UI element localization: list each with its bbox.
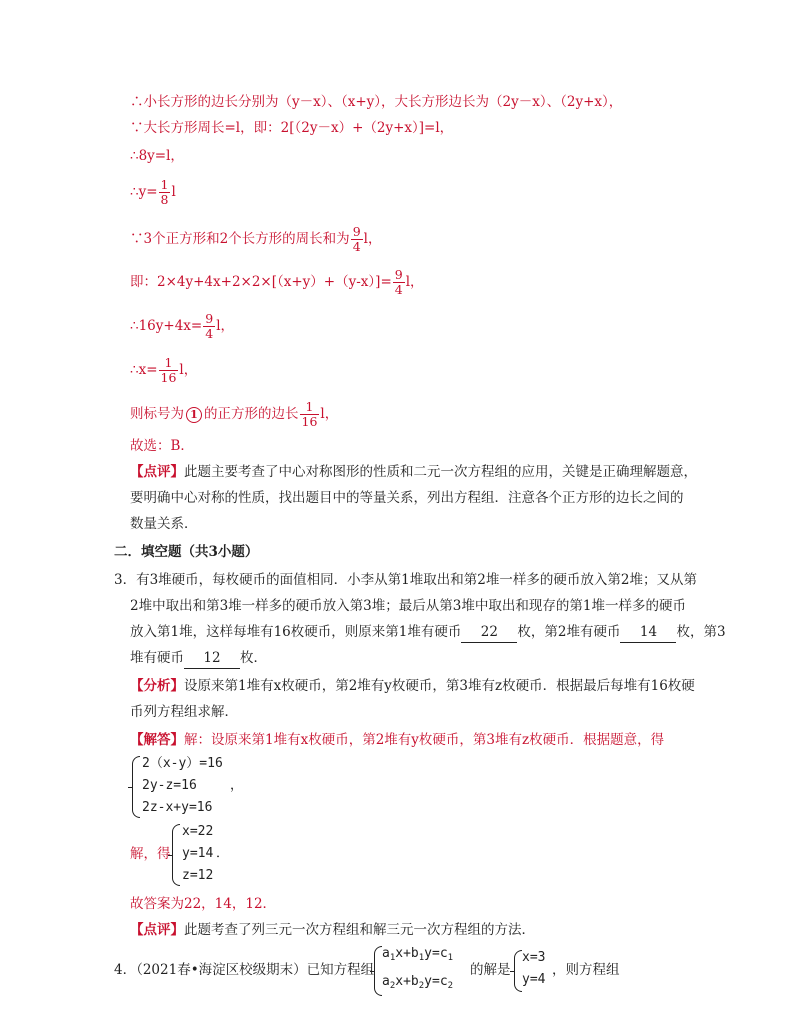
q3-line-1: 3．有3堆硬币，每枚硬币的面值相同．小李从第1堆取出和第2堆一样多的硬币放入第2堆；又从第 (114, 572, 697, 588)
text: 枚，第2堆有硬币 (517, 624, 621, 640)
solution-line-9 (130, 400, 338, 429)
comment-line-2: 要明确中心对称的性质，找出题目中的等量关系，列出方程组．注意各个正方形的边长之间的 (130, 490, 684, 506)
fraction (203, 312, 215, 341)
solution-line-6 (130, 268, 424, 297)
solution-line-7 (130, 312, 234, 341)
text: l， (363, 231, 382, 247)
equation: $a_2x+b_2y=c_2$ (382, 974, 454, 991)
denominator: 4 (205, 326, 214, 341)
text: l， (405, 274, 424, 290)
text: l， (320, 406, 339, 422)
answer-blank-3: 12 (184, 648, 240, 669)
fraction (351, 225, 363, 254)
punctuation: ． (216, 846, 230, 861)
text: 解：设原来第1堆有x枚硬币，第2堆有y枚硬币，第3堆有z枚硬币．根据题意，得 (184, 732, 665, 748)
text: 堆有硬币 (130, 650, 184, 666)
analysis-tag: 【分析】 (130, 678, 184, 694)
q3-line-4 (130, 648, 267, 669)
text: 枚，第3 (676, 624, 726, 640)
equation: z=12 (182, 868, 214, 883)
analysis-line-1 (130, 676, 695, 696)
q3-line-2: 2堆中取出和第3堆一样多的硬币放入第3堆；最后从第3堆中取出和现存的第1堆一样多的硬币 (130, 598, 686, 614)
circled-number: 1 (186, 407, 202, 423)
numerator: 1 (300, 400, 320, 415)
text: 则标号为 (130, 406, 184, 422)
solution-line-8 (130, 356, 197, 385)
fraction (159, 178, 171, 207)
text: l (171, 184, 176, 200)
numerator: 1 (160, 177, 169, 192)
equation: y=14 (182, 846, 214, 861)
text: 放入第1堆，这样每堆有16枚硬币，则原来第1堆有硬币 (130, 624, 462, 640)
equation: x=22 (182, 824, 214, 839)
solution-line-2: ∵大长方形周长=l，即：2[（2y－x）+（2y+x）]=l， (130, 120, 454, 136)
equation: 2（x-y）=16 (142, 756, 223, 771)
comment-line (130, 920, 535, 940)
text: 此题主要考查了中心对称图形的性质和二元一次方程组的应用，关键是正确理解题意， (184, 464, 697, 480)
left-brace (514, 950, 522, 992)
q4-mid: 的解是 (470, 962, 511, 978)
denominator: 4 (352, 239, 361, 254)
denominator: 4 (394, 282, 403, 297)
text: ∴y= (130, 184, 158, 200)
equation: y=4 (522, 972, 546, 987)
solution-line-3: ∴8y=l， (130, 148, 184, 164)
q4-prefix: 4．（2021春•海淀区校级期末）已知方程组 (114, 962, 375, 978)
text: l， (216, 318, 235, 334)
solution-line-4 (130, 178, 176, 207)
answer-tag: 【解答】 (130, 732, 184, 748)
fraction (393, 268, 405, 297)
left-brace (374, 946, 382, 996)
numerator: 9 (352, 224, 361, 239)
punctuation: ， (230, 778, 244, 793)
answer-blank-2: 14 (620, 622, 676, 643)
numerator: 9 (205, 311, 214, 326)
comment-tag: 【点评】 (130, 922, 184, 938)
left-brace (172, 824, 180, 886)
text: 即：2×4y+4x+2×2×[（x+y）+（y-x）]= (130, 274, 392, 290)
text: 的正方形的边长 (204, 406, 299, 422)
text: ∴x= (130, 362, 158, 378)
answer-blank-1: 22 (461, 622, 517, 643)
equation: x=3 (522, 950, 546, 965)
numerator: 1 (159, 356, 179, 371)
q4-post: ，则方程组 (552, 962, 620, 978)
denominator: 16 (301, 414, 318, 429)
choice-line: 故选：B． (130, 438, 194, 454)
equation: $a_1x+b_1y=c_1$ (382, 946, 454, 963)
comment-line-1 (130, 462, 697, 482)
solution-prefix: 解，得 (130, 846, 171, 862)
text: ∵3个正方形和2个长方形的周长和为 (130, 231, 350, 247)
solution-line-1: ∴小长方形的边长分别为（y－x）、（x+y），大长方形边长为（2y－x）、（2y+x）， (130, 94, 623, 110)
final-answer: 故答案为22，14，12． (130, 896, 277, 912)
analysis-line-2: 币列方程组求解． (130, 704, 238, 720)
equation: 2y-z=16 (142, 778, 197, 793)
left-brace (132, 756, 140, 818)
section-heading: 二．填空题（共3小题） (114, 544, 259, 560)
comment-tag: 【点评】 (130, 464, 184, 480)
fraction (300, 400, 320, 429)
text: 枚． (240, 650, 267, 666)
text: l， (179, 362, 198, 378)
equation: 2z-x+y=16 (142, 800, 213, 815)
text: 此题考查了列三元一次方程组和解三元一次方程组的方法． (184, 922, 535, 938)
numerator: 9 (394, 267, 403, 282)
fraction (159, 356, 179, 385)
comment-line-3: 数量关系． (130, 516, 198, 532)
q3-line-3 (130, 622, 726, 643)
denominator: 16 (160, 370, 177, 385)
text: 设原来第1堆有x枚硬币，第2堆有y枚硬币，第3堆有z枚硬币．根据最后每堆有16枚硬 (184, 678, 695, 694)
solution-line-5 (130, 225, 381, 254)
answer-line (130, 730, 664, 750)
text: ∴16y+4x= (130, 318, 203, 334)
denominator: 8 (160, 192, 169, 207)
